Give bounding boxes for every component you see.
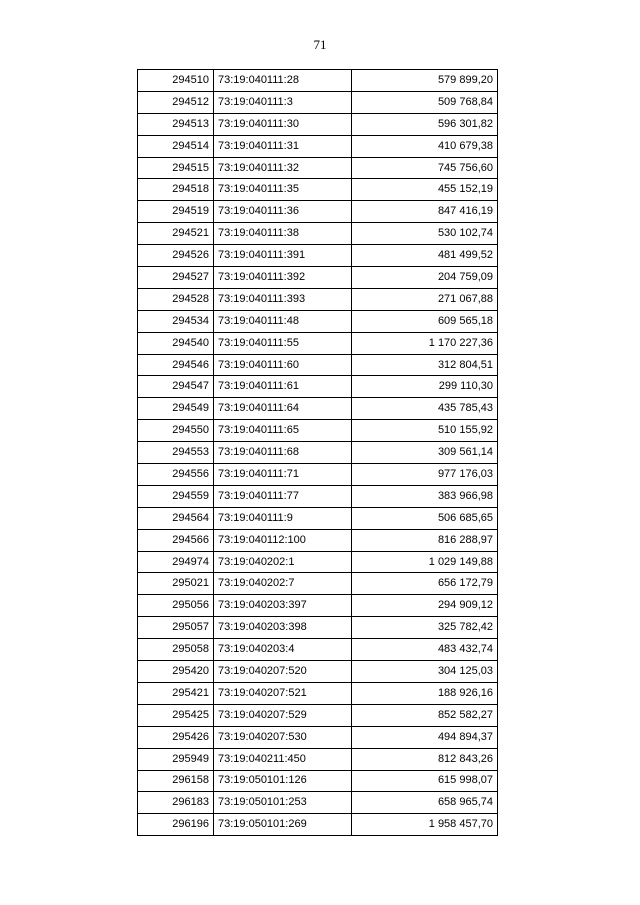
cell-value: 410 679,38 [352, 135, 498, 157]
table-row [138, 485, 498, 507]
cell-object-id: 294566 [138, 529, 214, 551]
table-row [138, 70, 498, 92]
cell-object-id: 295058 [138, 639, 214, 661]
cell-value: 656 172,79 [352, 573, 498, 595]
cell-cadastral-number: 73:19:040202:7 [214, 573, 352, 595]
cell-cadastral-number: 73:19:040111:68 [214, 442, 352, 464]
cell-value: 977 176,03 [352, 464, 498, 486]
table-row [138, 91, 498, 113]
cell-cadastral-number: 73:19:040207:530 [214, 726, 352, 748]
table-row [138, 507, 498, 529]
cell-value: 609 565,18 [352, 310, 498, 332]
cell-object-id: 294512 [138, 91, 214, 113]
cell-cadastral-number: 73:19:040111:61 [214, 376, 352, 398]
table-row [138, 442, 498, 464]
data-table [137, 69, 498, 836]
cell-cadastral-number: 73:19:040207:520 [214, 661, 352, 683]
cell-object-id: 294974 [138, 551, 214, 573]
cell-cadastral-number: 73:19:040211:450 [214, 748, 352, 770]
table-row [138, 179, 498, 201]
cell-object-id: 295420 [138, 661, 214, 683]
table-row [138, 551, 498, 573]
cell-object-id: 294540 [138, 332, 214, 354]
page-number: 71 [313, 37, 327, 52]
table-row [138, 639, 498, 661]
cell-value: 745 756,60 [352, 157, 498, 179]
cell-value: 852 582,27 [352, 704, 498, 726]
cell-cadastral-number: 73:19:040111:65 [214, 420, 352, 442]
cell-value: 506 685,65 [352, 507, 498, 529]
table-row [138, 748, 498, 770]
cell-cadastral-number: 73:19:040112:100 [214, 529, 352, 551]
cell-object-id: 294513 [138, 113, 214, 135]
table-row [138, 223, 498, 245]
cell-value: 579 899,20 [352, 70, 498, 92]
table-row [138, 332, 498, 354]
cell-cadastral-number: 73:19:040111:31 [214, 135, 352, 157]
cell-object-id: 294526 [138, 245, 214, 267]
cell-object-id: 294534 [138, 310, 214, 332]
cell-value: 530 102,74 [352, 223, 498, 245]
cell-object-id: 295056 [138, 595, 214, 617]
table-row [138, 682, 498, 704]
cell-cadastral-number: 73:19:040111:48 [214, 310, 352, 332]
cell-value: 455 152,19 [352, 179, 498, 201]
table-row [138, 135, 498, 157]
cell-cadastral-number: 73:19:040111:30 [214, 113, 352, 135]
cell-object-id: 294527 [138, 267, 214, 289]
cell-value: 812 843,26 [352, 748, 498, 770]
table-row [138, 464, 498, 486]
table-row [138, 267, 498, 289]
table-row [138, 595, 498, 617]
cell-object-id: 294556 [138, 464, 214, 486]
cell-cadastral-number: 73:19:040203:397 [214, 595, 352, 617]
cell-object-id: 294549 [138, 398, 214, 420]
cell-value: 510 155,92 [352, 420, 498, 442]
cell-value: 294 909,12 [352, 595, 498, 617]
cell-object-id: 294553 [138, 442, 214, 464]
cell-value: 325 782,42 [352, 617, 498, 639]
cell-object-id: 294546 [138, 354, 214, 376]
table-row [138, 704, 498, 726]
cell-cadastral-number: 73:19:040111:60 [214, 354, 352, 376]
cell-value: 1 170 227,36 [352, 332, 498, 354]
cell-object-id: 294547 [138, 376, 214, 398]
cell-cadastral-number: 73:19:040111:35 [214, 179, 352, 201]
cell-object-id: 294559 [138, 485, 214, 507]
table-row [138, 661, 498, 683]
table-row [138, 573, 498, 595]
cell-cadastral-number: 73:19:040111:393 [214, 288, 352, 310]
cell-object-id: 295021 [138, 573, 214, 595]
cell-value: 271 067,88 [352, 288, 498, 310]
cell-value: 615 998,07 [352, 770, 498, 792]
cell-cadastral-number: 73:19:040111:71 [214, 464, 352, 486]
cell-object-id: 294514 [138, 135, 214, 157]
table-row [138, 245, 498, 267]
table-row [138, 310, 498, 332]
cell-cadastral-number: 73:19:050101:253 [214, 792, 352, 814]
cell-object-id: 296183 [138, 792, 214, 814]
table-row [138, 398, 498, 420]
cell-value: 1 958 457,70 [352, 814, 498, 836]
cell-value: 847 416,19 [352, 201, 498, 223]
cell-cadastral-number: 73:19:040111:32 [214, 157, 352, 179]
table-row [138, 376, 498, 398]
cell-object-id: 295426 [138, 726, 214, 748]
cell-object-id: 294528 [138, 288, 214, 310]
cell-object-id: 294550 [138, 420, 214, 442]
cell-value: 309 561,14 [352, 442, 498, 464]
cell-value: 435 785,43 [352, 398, 498, 420]
cell-object-id: 295421 [138, 682, 214, 704]
cell-cadastral-number: 73:19:050101:269 [214, 814, 352, 836]
cell-cadastral-number: 73:19:040111:55 [214, 332, 352, 354]
table-row [138, 157, 498, 179]
cell-cadastral-number: 73:19:040111:77 [214, 485, 352, 507]
cell-value: 596 301,82 [352, 113, 498, 135]
table-row [138, 814, 498, 836]
table-row [138, 770, 498, 792]
table-row [138, 617, 498, 639]
table-body [138, 70, 498, 836]
cell-object-id: 294515 [138, 157, 214, 179]
cell-value: 383 966,98 [352, 485, 498, 507]
table-row [138, 113, 498, 135]
cell-cadastral-number: 73:19:040111:38 [214, 223, 352, 245]
cell-cadastral-number: 73:19:040111:3 [214, 91, 352, 113]
cell-cadastral-number: 73:19:040111:64 [214, 398, 352, 420]
cell-value: 304 125,03 [352, 661, 498, 683]
cell-value: 312 804,51 [352, 354, 498, 376]
cell-object-id: 294518 [138, 179, 214, 201]
cell-cadastral-number: 73:19:040111:391 [214, 245, 352, 267]
cell-object-id: 295425 [138, 704, 214, 726]
cell-cadastral-number: 73:19:040111:9 [214, 507, 352, 529]
cell-value: 483 432,74 [352, 639, 498, 661]
table-row [138, 201, 498, 223]
cell-cadastral-number: 73:19:040207:529 [214, 704, 352, 726]
table-row [138, 420, 498, 442]
cell-cadastral-number: 73:19:040207:521 [214, 682, 352, 704]
cell-value: 816 288,97 [352, 529, 498, 551]
table-row [138, 288, 498, 310]
cell-cadastral-number: 73:19:040203:398 [214, 617, 352, 639]
cell-value: 299 110,30 [352, 376, 498, 398]
cell-object-id: 294521 [138, 223, 214, 245]
cell-object-id: 294564 [138, 507, 214, 529]
cell-object-id: 296196 [138, 814, 214, 836]
cell-cadastral-number: 73:19:040202:1 [214, 551, 352, 573]
cell-value: 1 029 149,88 [352, 551, 498, 573]
cell-value: 204 759,09 [352, 267, 498, 289]
table-row [138, 726, 498, 748]
cell-object-id: 294519 [138, 201, 214, 223]
cell-cadastral-number: 73:19:050101:126 [214, 770, 352, 792]
table-row [138, 529, 498, 551]
cell-value: 509 768,84 [352, 91, 498, 113]
cell-value: 494 894,37 [352, 726, 498, 748]
cell-value: 481 499,52 [352, 245, 498, 267]
cell-value: 188 926,16 [352, 682, 498, 704]
cell-value: 658 965,74 [352, 792, 498, 814]
cell-object-id: 296158 [138, 770, 214, 792]
cell-cadastral-number: 73:19:040203:4 [214, 639, 352, 661]
table-row [138, 354, 498, 376]
cell-object-id: 295949 [138, 748, 214, 770]
cell-cadastral-number: 73:19:040111:36 [214, 201, 352, 223]
table-row [138, 792, 498, 814]
cell-cadastral-number: 73:19:040111:28 [214, 70, 352, 92]
cell-object-id: 294510 [138, 70, 214, 92]
cell-object-id: 295057 [138, 617, 214, 639]
cell-cadastral-number: 73:19:040111:392 [214, 267, 352, 289]
